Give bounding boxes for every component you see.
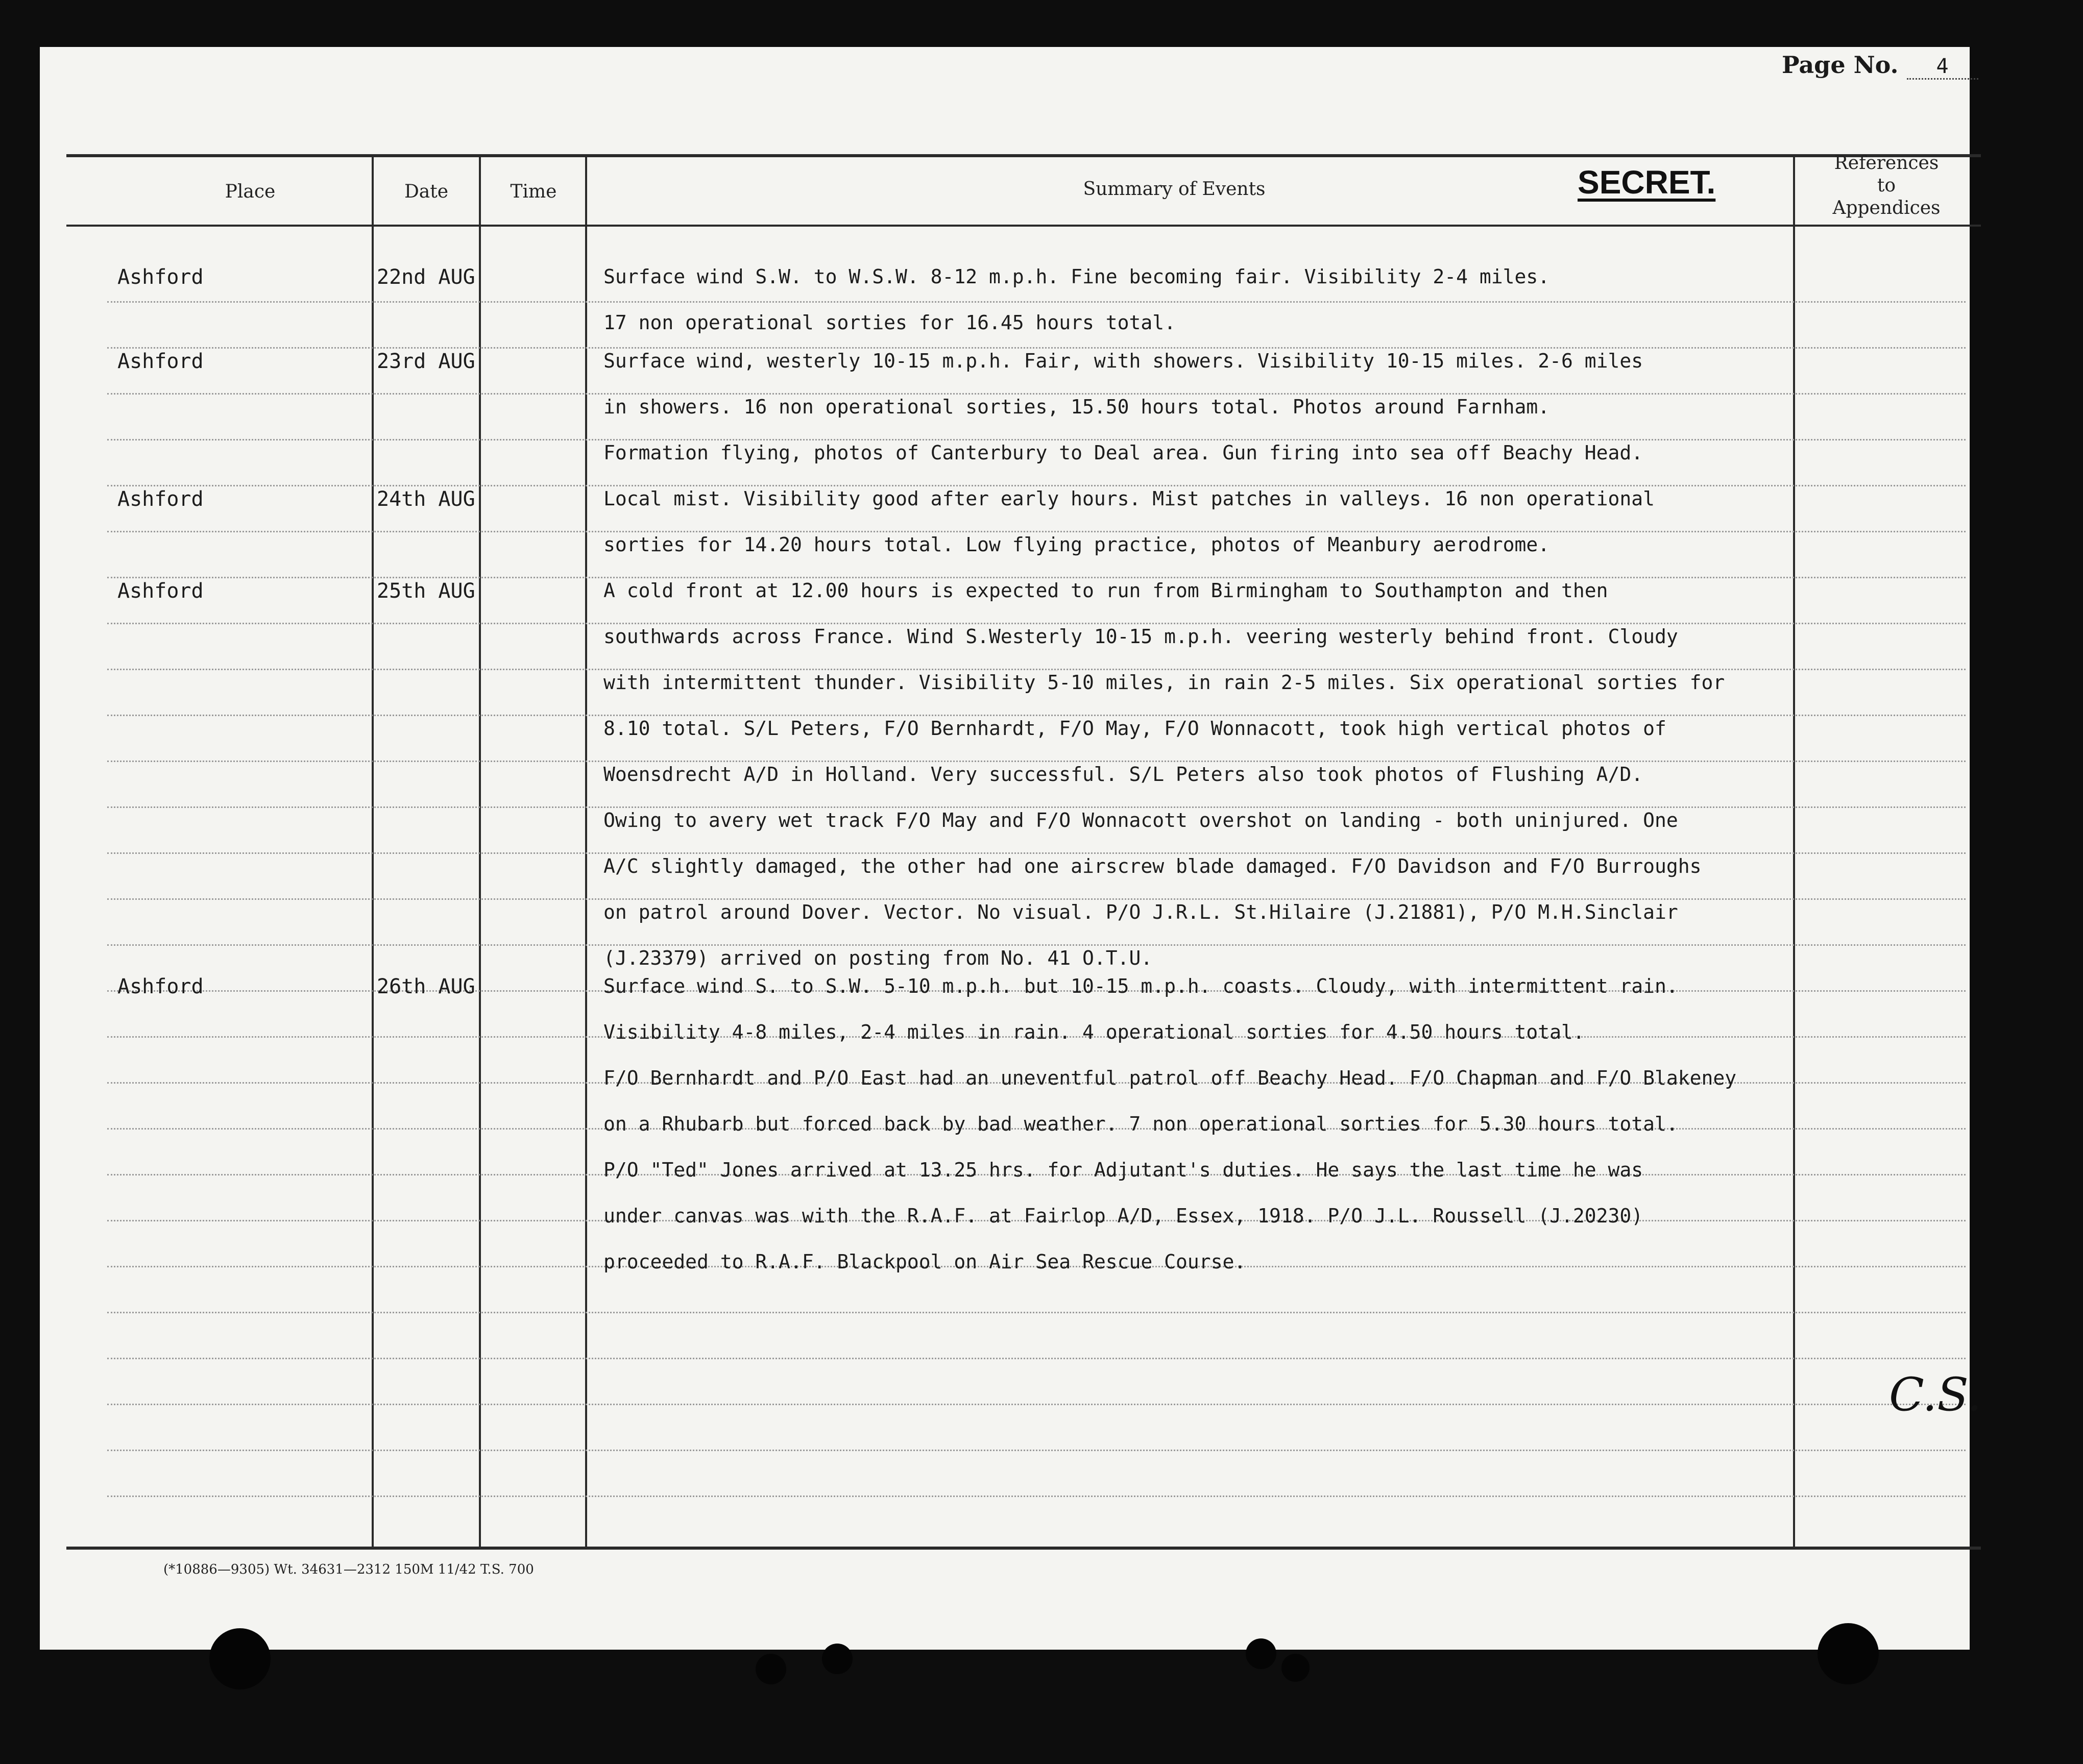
ruled-line: [107, 1450, 1966, 1451]
summary-line: Surface wind, westerly 10-15 m.p.h. Fair, with showers. Visibility 10-15 miles. 2-6 miles: [603, 350, 1643, 372]
summary-line: Local mist. Visibility good after early hours. Mist patches in valleys. 16 non operational: [603, 487, 1655, 510]
summary-line: 17 non operational sorties for 16.45 hours total.: [603, 311, 1176, 334]
summary-line: A cold front at 12.00 hours is expected to run from Birmingham to Southampton and then: [603, 579, 1608, 602]
header-time: Time: [510, 181, 557, 202]
column-divider-place: [372, 154, 374, 1548]
entry-date: 22nd AUG: [377, 265, 475, 289]
punch-hole: [209, 1628, 271, 1689]
table-bottom-border: [66, 1547, 1981, 1550]
table-top-border: [66, 154, 1981, 157]
summary-line: in showers. 16 non operational sorties, 15.50 hours total. Photos around Farnham.: [603, 396, 1550, 418]
header-references: [1795, 152, 1978, 219]
summary-line: on patrol around Dover. Vector. No visual. P/O J.R.L. St.Hilaire (J.21881), P/O M.H.Sinclair: [603, 901, 1678, 923]
header-bottom-border: [66, 225, 1981, 227]
ruled-line: [107, 485, 1966, 486]
punch-hole: [756, 1654, 786, 1684]
column-divider-time: [585, 154, 587, 1548]
summary-line: P/O "Ted" Jones arrived at 13.25 hrs. for Adjutant's duties. He says the last time he was: [603, 1159, 1643, 1181]
entry-date: 23rd AUG: [377, 350, 475, 373]
ruled-line: [107, 1496, 1966, 1497]
entry-place: Ashford: [117, 487, 204, 511]
summary-line: under canvas was with the R.A.F. at Fairlop A/D, Essex, 1918. P/O J.L. Roussell (J.20230): [603, 1205, 1643, 1227]
ruled-line: [107, 439, 1966, 440]
ruled-line: [107, 944, 1966, 946]
column-divider-summary: [1793, 154, 1795, 1548]
ruled-line: [107, 301, 1966, 303]
ruled-line: [107, 393, 1966, 395]
ruled-line: [107, 1404, 1966, 1405]
entry-place: Ashford: [117, 265, 204, 289]
summary-line: Owing to avery wet track F/O May and F/O Wonnacott overshot on landing - both uninjured. One: [603, 809, 1678, 831]
ruled-line: [107, 806, 1966, 808]
summary-line: (J.23379) arrived on posting from No. 41 O.T.U.: [603, 947, 1153, 969]
summary-line: F/O Bernhardt and P/O East had an uneventful patrol off Beachy Head. F/O Chapman and F/O Blakeney: [603, 1067, 1737, 1089]
ruled-line: [107, 1358, 1966, 1359]
entry-date: 26th AUG: [377, 975, 475, 998]
punch-hole: [1246, 1638, 1276, 1669]
summary-line: on a Rhubarb but forced back by bad weather. 7 non operational sorties for 5.30 hours total.: [603, 1113, 1678, 1135]
summary-line: southwards across France. Wind S.Westerly 10-15 m.p.h. veering westerly behind front. Cloudy: [603, 625, 1678, 648]
summary-line: proceeded to R.A.F. Blackpool on Air Sea Rescue Course.: [603, 1251, 1246, 1273]
header-references-line-2: to: [1877, 175, 1896, 196]
ruled-line: [107, 715, 1966, 716]
summary-line: Woensdrecht A/D in Holland. Very successful. S/L Peters also took photos of Flushing A/D.: [603, 763, 1643, 786]
handwritten-initials: C.S.: [1889, 1368, 1982, 1422]
page-number-label: Page No.: [1782, 51, 1899, 79]
summary-line: with intermittent thunder. Visibility 5-10 miles, in rain 2-5 miles. Six operational sorties for: [603, 671, 1725, 694]
ruled-line: [107, 669, 1966, 670]
ruled-line: [107, 347, 1966, 349]
page-number-value: 4: [1907, 55, 1978, 80]
summary-line: sorties for 14.20 hours total. Low flying practice, photos of Meanbury aerodrome.: [603, 533, 1550, 556]
ruled-line: [107, 531, 1966, 532]
header-references-line-1: References: [1834, 153, 1939, 174]
header-date: Date: [404, 181, 449, 202]
punch-hole: [822, 1644, 853, 1674]
entry-date: 25th AUG: [377, 579, 475, 603]
secret-classification: SECRET.: [1578, 164, 1716, 201]
summary-line: Formation flying, photos of Canterbury to Deal area. Gun firing into sea off Beachy Head.: [603, 442, 1643, 464]
page-number: [1782, 51, 1978, 80]
summary-line: 8.10 total. S/L Peters, F/O Bernhardt, F/O May, F/O Wonnacott, took high vertical photos of: [603, 717, 1666, 740]
ruled-line: [107, 1312, 1966, 1313]
summary-line: Surface wind S. to S.W. 5-10 m.p.h. but 10-15 m.p.h. coasts. Cloudy, with intermittent rain.: [603, 975, 1678, 997]
entry-place: Ashford: [117, 579, 204, 603]
column-divider-date: [479, 154, 481, 1548]
ruled-line: [107, 623, 1966, 624]
summary-line: A/C slightly damaged, the other had one airscrew blade damaged. F/O Davidson and F/O Burroughs: [603, 855, 1702, 877]
header-references-line-3: Appendices: [1832, 198, 1941, 218]
entry-place: Ashford: [117, 350, 204, 373]
ruled-line: [107, 852, 1966, 854]
ruled-line: [107, 761, 1966, 762]
header-place: Place: [225, 181, 276, 202]
entry-place: Ashford: [117, 975, 204, 998]
punch-hole: [1818, 1623, 1879, 1684]
summary-line: Surface wind S.W. to W.S.W. 8-12 m.p.h. Fine becoming fair. Visibility 2-4 miles.: [603, 265, 1550, 288]
entry-date: 24th AUG: [377, 487, 475, 511]
punch-hole: [1281, 1654, 1310, 1682]
header-summary: Summary of Events: [1083, 179, 1266, 200]
form-footer-code: (*10886—9305) Wt. 34631—2312 150M 11/42 T.S. 700: [163, 1562, 534, 1577]
ruled-line: [107, 577, 1966, 578]
summary-line: Visibility 4-8 miles, 2-4 miles in rain. 4 operational sorties for 4.50 hours total.: [603, 1021, 1585, 1043]
ruled-line: [107, 898, 1966, 900]
